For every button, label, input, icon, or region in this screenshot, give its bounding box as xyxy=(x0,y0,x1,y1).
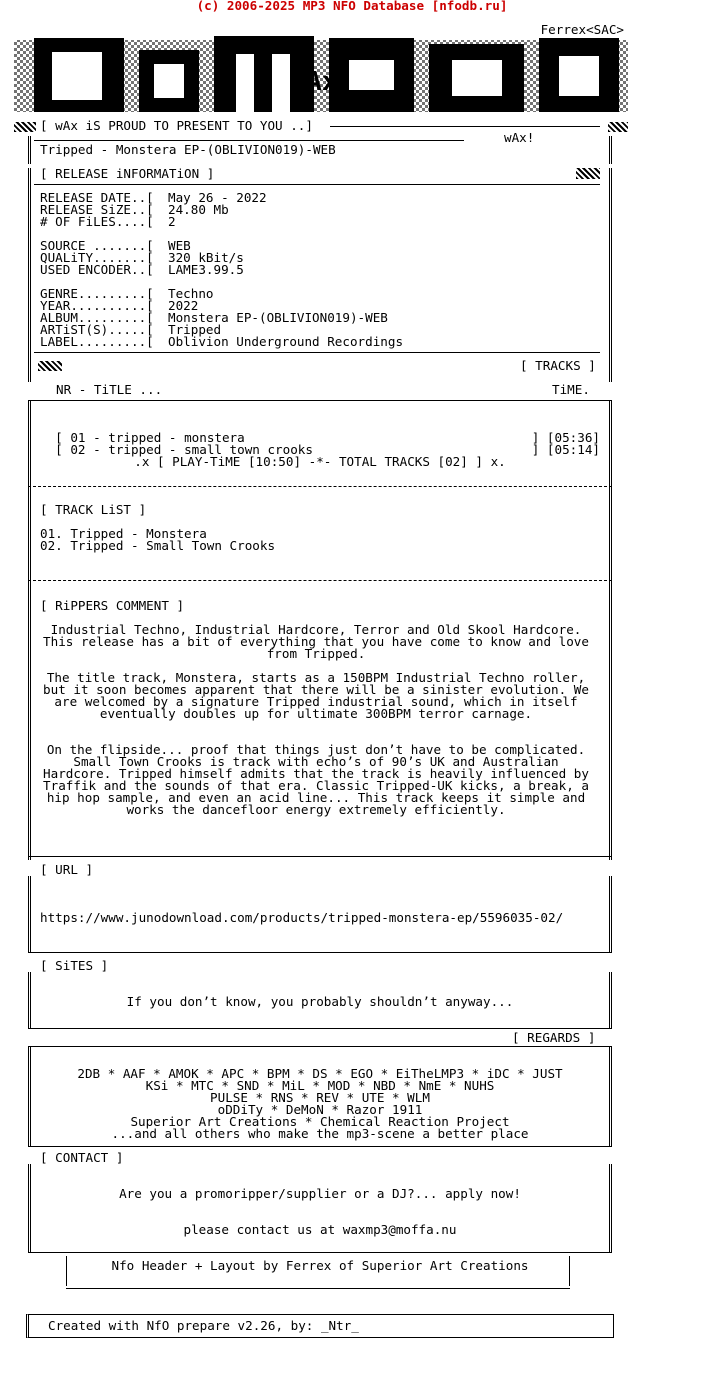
info-label-files: # OF FiLES....[ xyxy=(40,214,154,229)
info-label-label: LABEL.........[ xyxy=(40,334,154,349)
divider xyxy=(28,1046,612,1047)
info-value-year: 2022 xyxy=(168,298,199,313)
info-value-genre: Techno xyxy=(168,286,214,301)
tracks-col-nr: NR - TiTLE ... xyxy=(56,382,163,397)
info-label-genre: GENRE.........[ xyxy=(40,286,154,301)
contact-line: please contact us at waxmp3@moffa.nu xyxy=(183,1222,457,1237)
tracks-heading: [ TRACKS ] xyxy=(520,358,596,373)
info-label-encoder: USED ENCODER..[ xyxy=(40,262,154,277)
release-info-heading: [ RELEASE iNFORMATiON ] xyxy=(40,166,215,181)
tracklist-item: 02. Tripped - Small Town Crooks xyxy=(40,538,276,553)
regards-line: KSi * MTC * SND * MiL * MOD * NBD * NmE * NUHS xyxy=(145,1078,495,1093)
info-value-quality: 320 kBit/s xyxy=(168,250,244,265)
footer-credit: Created with NfO prepare v2.26, by: _Ntr_ xyxy=(48,1318,359,1333)
divider xyxy=(28,486,612,487)
track-title: [ 02 - tripped - small town crooks xyxy=(55,442,313,457)
divider xyxy=(28,580,612,581)
release-title: Tripped - Monstera EP-(OBLIVION019)-WEB xyxy=(40,142,336,157)
divider xyxy=(28,1146,612,1147)
regards-line: PULSE * RNS * REV * UTE * WLM xyxy=(210,1090,430,1105)
track-time: ] [05:36] xyxy=(531,430,600,445)
info-value-release-date: May 26 - 2022 xyxy=(168,190,267,205)
divider xyxy=(34,184,600,185)
site-header: (c) 2006-2025 MP3 NFO Database [nfodb.ru] xyxy=(196,0,508,13)
logo-text: wAx xyxy=(290,67,338,97)
shade-block xyxy=(608,122,628,132)
info-label-year: YEAR..........[ xyxy=(40,298,154,313)
track-time: ] [05:14] xyxy=(531,442,600,457)
info-label-artist: ARTiST(S).....[ xyxy=(40,322,154,337)
wax-logo xyxy=(14,30,628,122)
rippers-paragraph: The title track, Monstera, starts as a 150BPM Industrial Techno roller, but it soon becomes apparent that there will be a sinister evolution. We are welcomed by a signature Tripped industrial sound, which in itself eventually doubles up for ultimate 300BPM terror carnage. xyxy=(43,670,589,721)
wax-tag: wAx! xyxy=(504,130,535,145)
divider xyxy=(28,856,612,857)
divider xyxy=(28,952,612,953)
info-label-release-date: RELEASE DATE..[ xyxy=(40,190,154,205)
info-value-artist: Tripped xyxy=(168,322,222,337)
divider xyxy=(34,352,600,353)
info-value-label: Oblivion Underground Recordings xyxy=(168,334,404,349)
info-label-album: ALBUM.........[ xyxy=(40,310,154,325)
divider xyxy=(28,1252,612,1253)
rippers-paragraph: On the flipside... proof that things just don’t have to be complicated. Small Town Crooks is track with echo’s of 90’s UK and Australian Hardcore. Tripped himself admits that the track is heavily influenced by Traffik and the sounds of that era. Classic Tripped-UK kicks, a break, a hip hop sample, and even an acid line... This track keeps it simple and works the dancefloor energy extremely efficiently. xyxy=(43,742,589,817)
tracklist-item: 01. Tripped - Monstera xyxy=(40,526,207,541)
artist-credit: Ferrex<SAC> xyxy=(540,22,624,37)
divider xyxy=(66,1288,570,1289)
intro-line: [ wAx iS PROUD TO PRESENT TO YOU ..] xyxy=(40,118,313,133)
shade-block xyxy=(14,122,36,132)
playtime-line: .x [ PLAY-TiME [10:50] -*- TOTAL TRACKS [02] ] x. xyxy=(134,454,506,469)
info-label-quality: QUALiTY.......[ xyxy=(40,250,154,265)
sites-text: If you don’t know, you probably shouldn’t anyway... xyxy=(126,994,514,1009)
sites-heading: [ SiTES ] xyxy=(40,958,109,973)
track-title: [ 01 - tripped - monstera xyxy=(55,430,245,445)
info-value-album: Monstera EP-(OBLIVION019)-WEB xyxy=(168,310,388,325)
release-url[interactable]: https://www.junodownload.com/products/tripped-monstera-ep/5596035-02/ xyxy=(40,910,564,925)
contact-heading: [ CONTACT ] xyxy=(40,1150,124,1165)
tracks-col-time: TiME. xyxy=(552,382,590,397)
rippers-heading: [ RiPPERS COMMENT ] xyxy=(40,598,185,613)
divider xyxy=(28,1028,612,1029)
regards-line: ...and all others who make the mp3-scene a better place xyxy=(111,1126,529,1141)
regards-heading: [ REGARDS ] xyxy=(512,1030,596,1045)
divider xyxy=(34,140,464,141)
divider xyxy=(330,126,600,127)
info-value-encoder: LAME3.99.5 xyxy=(168,262,244,277)
info-value-release-size: 24.80 Mb xyxy=(168,202,229,217)
rippers-paragraph: Industrial Techno, Industrial Hardcore, Terror and Old Skool Hardcore. This release has a bit of everything that you have come to know and love from Tripped. xyxy=(43,622,589,661)
info-label-release-size: RELEASE SiZE..[ xyxy=(40,202,154,217)
info-value-source: WEB xyxy=(168,238,191,253)
url-heading: [ URL ] xyxy=(40,862,94,877)
regards-line: 2DB * AAF * AMOK * APC * BPM * DS * EGO * EiTheLMP3 * iDC * JUST xyxy=(77,1066,563,1081)
tracklist-heading: [ TRACK LiST ] xyxy=(40,502,147,517)
regards-line: oDDiTy * DeMoN * Razor 1911 xyxy=(217,1102,423,1117)
info-value-files: 2 xyxy=(168,214,176,229)
regards-line: Superior Art Creations * Chemical Reaction Project xyxy=(130,1114,510,1129)
layout-credit: Nfo Header + Layout by Ferrex of Superior Art Creations xyxy=(111,1258,529,1273)
info-label-source: SOURCE .......[ xyxy=(40,238,154,253)
contact-box xyxy=(28,1164,612,1252)
shade-block xyxy=(576,168,600,179)
contact-line: Are you a promoripper/supplier or a DJ?... apply now! xyxy=(119,1186,521,1201)
track-row xyxy=(40,432,600,456)
shade-block xyxy=(38,361,62,371)
